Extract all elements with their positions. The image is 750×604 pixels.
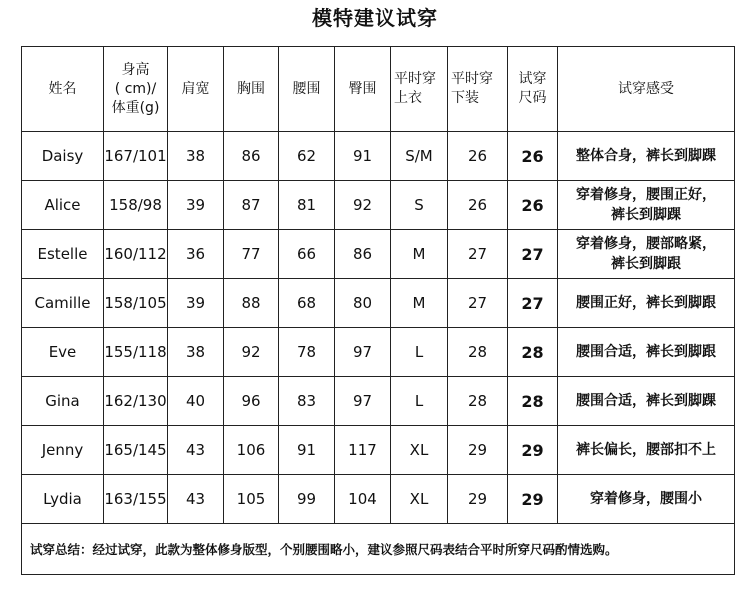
header-chest: 胸围 [224,47,279,132]
header-name: 姓名 [22,47,104,132]
cell-chest: 92 [224,328,279,377]
cell-bottom-size: 27 [448,230,508,279]
cell-top-size: XL [391,475,448,524]
header-top-size-line: 上衣 [394,90,422,106]
header-try-size-line: 试穿 [518,71,547,87]
cell-name: Eve [22,328,104,377]
cell-top-size: XL [391,426,448,475]
cell-try-size: 27 [508,279,558,328]
cell-try-size: 26 [508,132,558,181]
cell-shoulder: 39 [168,279,224,328]
cell-try-size: 28 [508,328,558,377]
table-row [22,181,735,230]
cell-bottom-size: 28 [448,328,508,377]
feeling-line: 腰围合适，裤长到脚跟 [576,344,716,360]
cell-chest: 88 [224,279,279,328]
table-row [22,279,735,328]
cell-waist: 83 [279,377,335,426]
cell-feeling [558,426,735,475]
header-try-size-line: 尺码 [518,90,547,106]
cell-chest: 106 [224,426,279,475]
header-height-weight-line: 体重(g) [111,99,160,116]
cell-name: Alice [22,181,104,230]
summary-row [22,524,735,575]
cell-try-size: 26 [508,181,558,230]
header-waist: 腰围 [279,47,335,132]
header-bottom-size-line: 平时穿 [451,71,493,87]
feeling-line: 穿着修身，腰部略紧， [576,236,716,252]
cell-shoulder: 39 [168,181,224,230]
cell-waist: 99 [279,475,335,524]
cell-feeling [558,377,735,426]
cell-chest: 77 [224,230,279,279]
cell-waist: 66 [279,230,335,279]
cell-hip: 104 [335,475,391,524]
cell-chest: 87 [224,181,279,230]
cell-shoulder: 36 [168,230,224,279]
feeling-line: 裤长到脚踝 [611,207,681,223]
summary-text: 试穿总结：经过试穿，此款为整体修身版型，个别腰围略小，建议参照尺码表结合平时所穿尺码酌情选购。 [22,524,735,575]
header-hip: 臀围 [335,47,391,132]
cell-hip: 97 [335,377,391,426]
table-row [22,426,735,475]
cell-name: Lydia [22,475,104,524]
cell-feeling [558,132,735,181]
cell-shoulder: 38 [168,132,224,181]
cell-bottom-size: 28 [448,377,508,426]
cell-chest: 86 [224,132,279,181]
header-top-size-line: 平时穿 [394,71,436,87]
cell-shoulder: 38 [168,328,224,377]
cell-height-weight: 160/112 [104,230,168,279]
cell-shoulder: 43 [168,426,224,475]
header-shoulder: 肩宽 [168,47,224,132]
cell-name: Gina [22,377,104,426]
cell-top-size: M [391,279,448,328]
cell-hip: 97 [335,328,391,377]
cell-try-size: 28 [508,377,558,426]
cell-try-size: 29 [508,426,558,475]
feeling-line: 穿着修身，腰围正好， [576,187,716,203]
cell-hip: 80 [335,279,391,328]
cell-height-weight: 163/155 [104,475,168,524]
cell-hip: 91 [335,132,391,181]
cell-height-weight: 158/105 [104,279,168,328]
cell-waist: 68 [279,279,335,328]
cell-waist: 91 [279,426,335,475]
cell-waist: 78 [279,328,335,377]
cell-feeling [558,230,735,279]
cell-top-size: M [391,230,448,279]
cell-height-weight: 167/101 [104,132,168,181]
cell-feeling [558,279,735,328]
cell-bottom-size: 29 [448,426,508,475]
cell-height-weight: 158/98 [104,181,168,230]
cell-bottom-size: 27 [448,279,508,328]
cell-try-size: 27 [508,230,558,279]
header-top-size [391,47,448,132]
cell-waist: 81 [279,181,335,230]
cell-height-weight: 155/118 [104,328,168,377]
cell-chest: 96 [224,377,279,426]
feeling-line: 腰围正好，裤长到脚跟 [576,295,716,311]
cell-bottom-size: 26 [448,181,508,230]
table-row [22,132,735,181]
table-row [22,377,735,426]
cell-hip: 86 [335,230,391,279]
cell-top-size: L [391,328,448,377]
feeling-line: 腰围合适，裤长到脚踝 [576,393,716,409]
table-row [22,230,735,279]
header-height-weight-line: 身高 [121,61,150,78]
table-row [22,475,735,524]
header-feeling: 试穿感受 [558,47,735,132]
cell-top-size: L [391,377,448,426]
cell-waist: 62 [279,132,335,181]
cell-top-size: S/M [391,132,448,181]
feeling-line: 整体合身，裤长到脚踝 [576,148,716,164]
cell-chest: 105 [224,475,279,524]
cell-bottom-size: 26 [448,132,508,181]
cell-hip: 92 [335,181,391,230]
cell-name: Jenny [22,426,104,475]
cell-feeling [558,181,735,230]
cell-shoulder: 40 [168,377,224,426]
feeling-line: 裤长到脚跟 [611,256,681,272]
feeling-line: 裤长偏长，腰部扣不上 [576,442,716,458]
cell-top-size: S [391,181,448,230]
cell-try-size: 29 [508,475,558,524]
header-height-weight [104,47,168,132]
cell-feeling [558,328,735,377]
header-bottom-size-line: 下装 [451,90,479,106]
table-body [22,132,735,524]
header-bottom-size [448,47,508,132]
cell-hip: 117 [335,426,391,475]
cell-name: Daisy [22,132,104,181]
cell-bottom-size: 29 [448,475,508,524]
cell-feeling [558,475,735,524]
table-row [22,328,735,377]
page-title: 模特建议试穿 [312,6,438,30]
cell-height-weight: 165/145 [104,426,168,475]
feeling-line: 穿着修身，腰围小 [590,491,702,507]
cell-height-weight: 162/130 [104,377,168,426]
cell-name: Camille [22,279,104,328]
cell-shoulder: 43 [168,475,224,524]
fitting-table [21,46,735,575]
cell-name: Estelle [22,230,104,279]
header-row [22,47,735,132]
header-height-weight-line: ( cm)/ [114,80,157,97]
header-try-size [508,47,558,132]
